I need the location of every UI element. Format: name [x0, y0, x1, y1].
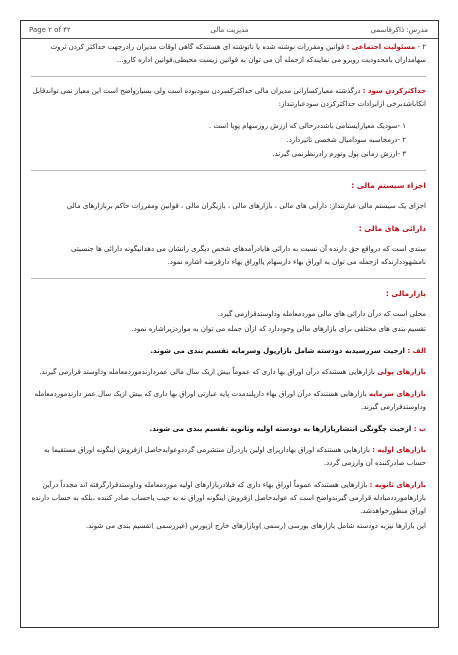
- paragraph-text: درگذشته معیارکساراتی مدیران مالی حداکثرکسردن سودبوده است ولی بسیارواضح است این معیار نمی تواندقابل اتکاباشدبرخی ازایرادات حداکثرکردن سودعبارتنداز:: [32, 87, 426, 108]
- list-item: ۲ -درمحاسبه سودامیال شخصی تاثیردارد.: [286, 136, 406, 144]
- term-primary-market: بازارهای اولیه :: [372, 446, 426, 454]
- list-item: ۱ -سودیک معیارایستامی باشددرحالی که ارزش روزسهام پویا است .: [209, 122, 406, 130]
- heading-financial-assets: دارائی های مالی :: [358, 224, 426, 233]
- heading-text: ازحیث چگونگی انتشاربازارها به دودسته اولیه وثانویه تقسیم بندی می شوند.: [149, 425, 414, 433]
- heading-text: ازحیث سررسیدبه دودسته شامل بازارپول وسرمایه تقسیم بندی می شوند.: [150, 347, 408, 355]
- heading-label: ب :: [413, 425, 426, 433]
- term-profit-max: حداکثرکردن سود :: [362, 87, 426, 95]
- page-header: [21, 21, 438, 39]
- term-secondary-market: بازارهای ثانویه :: [369, 481, 426, 489]
- paragraph-text: قوانین ومقررات نوشته شده یا ناتوشته ای هستندکه گاهی اوقات مدیران رادرجهت حداکثر کردن ثروت سهامداران بامحدودیت روبرو می نمایندکه ازجمله آن می توان به قوانین زیست محیطی،قوانین اداره کارو...: [50, 43, 426, 64]
- page-number: Page ۲ of ۴۲: [29, 26, 71, 34]
- heading-financial-system: اجزاء سیستم مالی :: [351, 181, 426, 190]
- paragraph-primary-market: [31, 444, 426, 470]
- heading-financial-market: بازارمالی :: [385, 289, 426, 298]
- paragraph-financial-assets: سندی است که درواقع حق دارنده آن نسبت به دارائی هایادرآمدهای شخص دیگری رانشان می دهدانیگونه دارائی ها جنسیتی نامشهوددارندکه ازجمله می توان به اوراق بهاء دارسهام یااوراق بهاء دارقرضه اشاره نمود.: [71, 245, 426, 266]
- heading-maturity-division: [31, 345, 426, 358]
- document-page: [20, 20, 439, 628]
- document-body: [21, 41, 438, 627]
- item-number: ۲ -: [417, 43, 426, 51]
- header-author: مدرس: ذاکرقاسمی: [370, 26, 428, 34]
- header-title: مدیریت مالی: [210, 26, 249, 34]
- paragraph-exchange-division: این بازارها نیزبه دودسته شامل بازارهای بورسی (رسمی )وبازارهای خارج ازبورس (غیررسمی )تقسیم بندی می شوند.: [85, 522, 426, 530]
- paragraph-market-def: محلی است که درآن دارائی های مالی موردمعامله وداوستدقرارمی گیرد.: [217, 310, 426, 318]
- separator: [31, 278, 426, 279]
- paragraph-profit-max: [31, 85, 426, 111]
- paragraph-text: بازارهایی هستندکه عموماً اوراق بهاء داری که قبلادربازارهای اولیه موردمعامله وداوستدقرارگرفته اند مجدداً درآین بازارهامورددمبادله قرارمی گیرندواضح است که عوایدحاصل ازفروش اینگونه اوراق نه به جیب یاحساب صادر کننده ،بلکه به حساب دارنده اوراق منظورخواهدشد.: [31, 481, 426, 515]
- objections-list: [31, 120, 426, 161]
- paragraph-money-market: [31, 366, 426, 379]
- separator: [31, 76, 426, 77]
- paragraph-social-responsibility: [31, 41, 426, 67]
- paragraph-text: بازارهایی هستندکه درآن اوراق بها داری که عموماً بیش ازیک سال مالی عمردارندموردمعامله وداوستد قرارمی گیرند.: [39, 368, 378, 376]
- paragraph-market-divisions: تقسیم بندی های مختلفی برای بازارهای مالی وجوددارد که ازآن جمله می توان به مواردزیراشاره نمود.: [131, 325, 426, 333]
- heading-issuance-division: [31, 423, 426, 436]
- separator: [31, 170, 426, 171]
- heading-label: الف :: [407, 347, 426, 355]
- term-capital-market: بازارهای سرمایه: [368, 390, 426, 398]
- term-money-market: بازارهای پولی: [377, 368, 426, 376]
- paragraph-capital-market: [31, 388, 426, 414]
- paragraph-text: بازارهایی هستندکه اوراق بهادارپرای اولین باردرآن منتشرمی گرددوعوایدحاصل ازفروش اینگونه اوراق مستقیما به حساب صادرکننده آن وارزمی گردد.: [44, 446, 426, 467]
- paragraph-secondary-market: [31, 479, 426, 518]
- list-item: ۳ -ارزش زمانی پول وتورم رادرنظرنمی گیرند.: [272, 150, 406, 158]
- term-social-responsibility: مسئولیت اجتماعی :: [346, 43, 416, 51]
- paragraph-text: بازارهایی هستندکه درآن اوراق بهاء دارپلندمدت پایه عبارتی اوراق بها داری که بیش ازیک سال عمر دارندموردمعامله وداوستدقرارمی گیرند.: [34, 390, 426, 411]
- paragraph-financial-system: اجزای یک سیستم مالی عبارتنداز: دارایی های مالی ، بازارهای مالی ، بازیگران مالی ، قوانین ومقررات حاکم بربازارهای مالی: [66, 202, 426, 210]
